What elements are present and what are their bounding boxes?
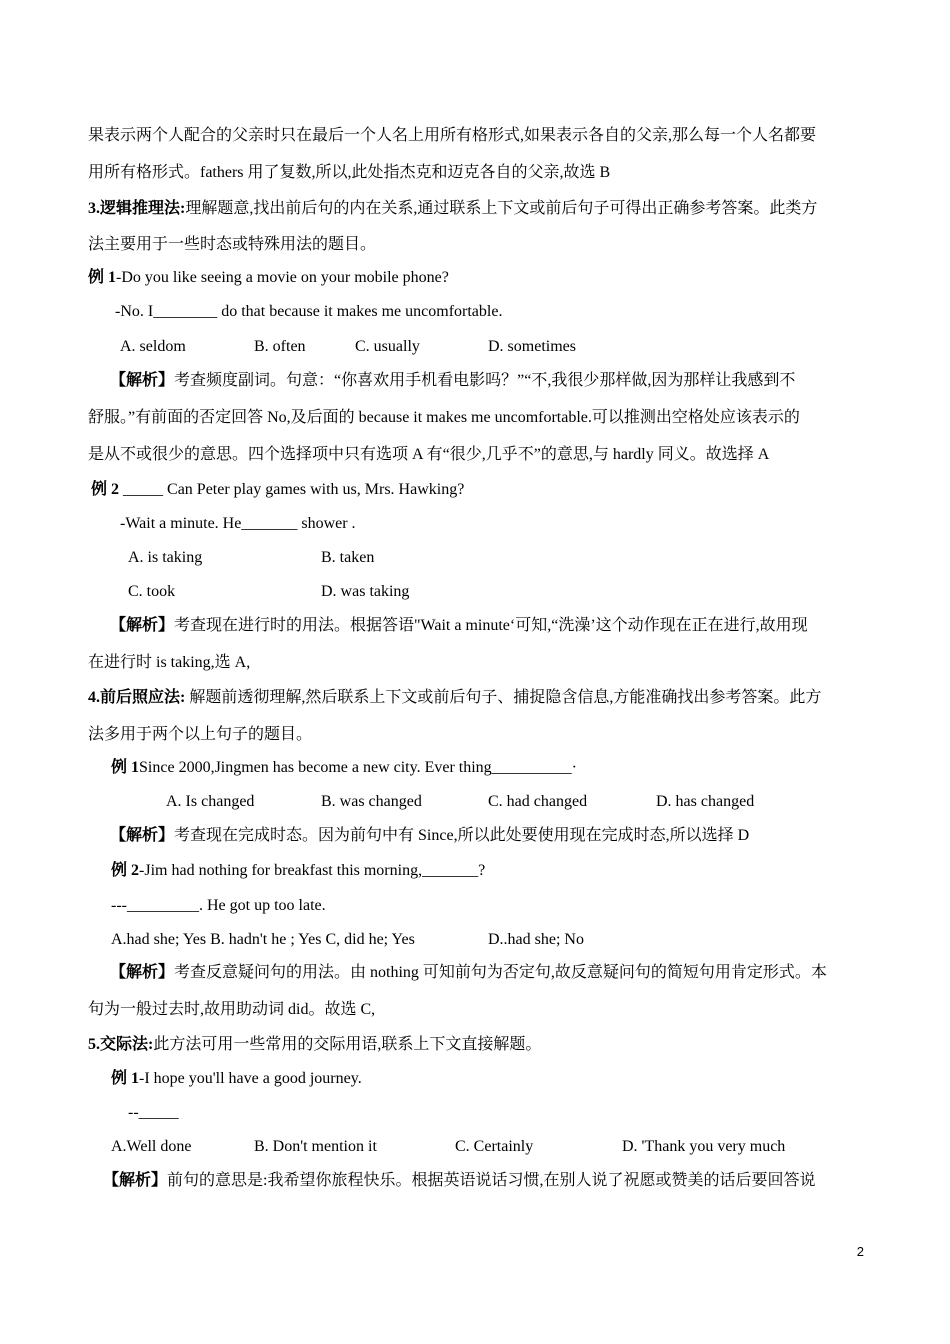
answer-line: -No. I________ do that because it makes me uncomfortable. [115, 303, 503, 320]
section-text: 解题前透彻理解,然后联系上下文或前后句子、捕捉隐含信息,方能准确找出参考答案。此方 [185, 689, 822, 706]
option: A.had she; Yes B. hadn't he ; Yes C, did he; Yes [111, 931, 415, 948]
analysis-tag: 【解析】 [110, 964, 175, 981]
option: B. often [254, 338, 306, 355]
analysis-tag: 【解析】 [110, 372, 175, 389]
question-text: _____ Can Peter play games with us, Mrs. Hawking? [119, 481, 465, 498]
section-heading: 3.逻辑推理法: [88, 200, 186, 217]
section-5 [88, 1034, 541, 1056]
section-text: 此方法可用一些常用的交际用语,联系上下文直接解题。 [153, 1036, 542, 1053]
question-text: -I hope you'll have a good journey. [139, 1070, 362, 1087]
analysis-line: 【解析】考查现在进行时的用法。根据答语"Wait a minute‘可知,“洗澡’这个动作现在正在进行,故用现 [110, 617, 808, 634]
example-question [111, 757, 577, 779]
analysis-line: 【解析】考查现在完成时态。因为前句中有 Since,所以此处要使用现在完成时态,所以选择 D [110, 827, 750, 844]
analysis-tag: 【解析】 [110, 617, 175, 634]
example-question [88, 267, 449, 289]
example-label: 例 1 [88, 269, 117, 286]
section-heading: 5.交际法: [88, 1036, 154, 1053]
option: D..had she; No [488, 931, 584, 948]
paragraph-line: 法主要用于一些时态或特殊用法的题目。 [88, 236, 377, 253]
page-number: 2 [856, 1244, 864, 1259]
question-text: -Jim had nothing for breakfast this morning,_______? [139, 862, 486, 879]
option: B. taken [321, 549, 375, 566]
option: C. took [128, 583, 176, 600]
option: B. was changed [321, 793, 422, 810]
example-label: 例 1 [111, 1070, 140, 1087]
example-question [111, 1068, 362, 1090]
answer-line: ---_________. He got up too late. [111, 897, 326, 914]
analysis-line: 【解析】考查频度副词。句意：“你喜欢用手机看电影吗？”“不,我很少那样做,因为那样让我感到不 [110, 372, 796, 389]
question-text: -Do you like seeing a movie on your mobile phone? [116, 269, 449, 286]
option: C. Certainly [455, 1138, 534, 1155]
paragraph-line: 法多用于两个以上句子的题目。 [88, 726, 313, 743]
example-question [91, 479, 464, 501]
section-heading: 4.前后照应法: [88, 689, 186, 706]
option: D. sometimes [488, 338, 576, 355]
option: A.Well done [111, 1138, 192, 1155]
option: D. was taking [321, 583, 410, 600]
paragraph-line: 用所有格形式。fathers 用了复数,所以,此处指杰克和迈克各自的父亲,故选 B [88, 164, 611, 181]
question-text: Since 2000,Jingmen has become a new city. Ever thing__________· [139, 759, 577, 776]
analysis-line: 是从不或很少的意思。四个选择项中只有选项 A 有“很少,几乎不”的意思,与 hardly 同义。故选择 A [88, 446, 770, 463]
option: D. has changed [656, 793, 755, 810]
example-label: 例 2 [91, 481, 120, 498]
section-4 [88, 687, 821, 709]
analysis-line: 在进行时 is taking,选 A, [88, 654, 251, 671]
option: A. is taking [128, 549, 203, 566]
analysis-tag: 【解析】 [110, 827, 175, 844]
option: B. Don't mention it [254, 1138, 377, 1155]
option: A. seldom [120, 338, 186, 355]
paragraph-line: 果表示两个人配合的父亲时只在最后一个人名上用所有格形式,如果表示各自的父亲,那么每一个人名都要 [88, 127, 817, 144]
answer-line: --_____ [128, 1104, 179, 1121]
section-text: 理解题意,找出前后句的内在关系,通过联系上下文或前后句子可得出正确参考答案。此类方 [185, 200, 818, 217]
option: A. Is changed [166, 793, 255, 810]
analysis-line: 【解析】考查反意疑问句的用法。由 nothing 可知前句为否定句,故反意疑问句的简短句用肯定形式。本 [110, 964, 827, 981]
analysis-tag: 【解析】 [103, 1172, 168, 1189]
example-label: 例 2 [111, 862, 140, 879]
analysis-line: 【解析】前句的意思是:我希望你旅程快乐。根据英语说话习惯,在别人说了祝愿或赞美的话后要回答说 [103, 1172, 816, 1189]
option: D. 'Thank you very much [622, 1138, 786, 1155]
analysis-line: 舒服。”有前面的否定回答 No,及后面的 because it makes me uncomfortable.可以推测出空格处应该表示的 [88, 409, 800, 426]
example-question [111, 860, 485, 882]
analysis-line: 句为一般过去时,故用助动词 did。故选 C, [88, 1001, 376, 1018]
example-label: 例 1 [111, 759, 140, 776]
answer-line: -Wait a minute. He_______ shower . [120, 515, 356, 532]
section-3 [88, 198, 817, 220]
option: C. had changed [488, 793, 588, 810]
option: C. usually [355, 338, 420, 355]
